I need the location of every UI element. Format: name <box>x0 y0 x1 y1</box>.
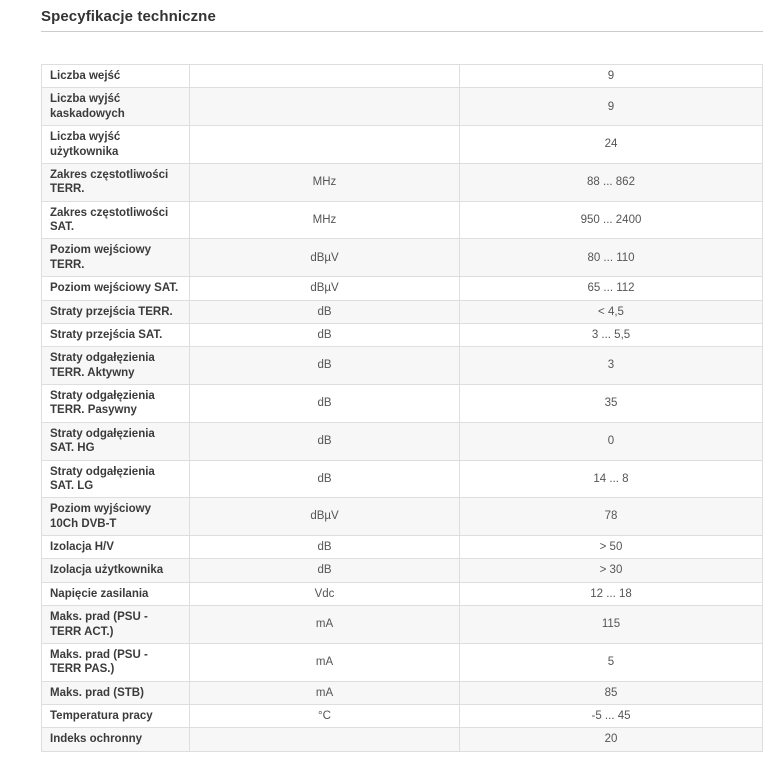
table-row <box>42 163 763 201</box>
spec-value-cell: > 30 <box>460 559 763 582</box>
spec-value-cell: 14 ... 8 <box>460 460 763 498</box>
table-row <box>42 201 763 239</box>
spec-unit-cell: Vdc <box>190 582 460 605</box>
spec-unit-cell: dBµV <box>190 239 460 277</box>
spec-value-cell: 20 <box>460 728 763 751</box>
spec-value-cell: -5 ... 45 <box>460 705 763 728</box>
spec-label-cell: Poziom wejściowy TERR. <box>42 239 190 277</box>
spec-unit-cell: dB <box>190 559 460 582</box>
spec-value-cell: 35 <box>460 385 763 423</box>
spec-label-cell: Straty odgałęzienia SAT. HG <box>42 422 190 460</box>
table-row <box>42 559 763 582</box>
spec-label-cell: Maks. prad (STB) <box>42 681 190 704</box>
spec-value-cell: 950 ... 2400 <box>460 201 763 239</box>
spec-unit-cell: dB <box>190 385 460 423</box>
spec-label-cell: Straty odgałęzienia TERR. Pasywny <box>42 385 190 423</box>
spec-label-cell: Liczba wejść <box>42 65 190 88</box>
spec-label-cell: Zakres częstotliwości SAT. <box>42 201 190 239</box>
spec-value-cell: 88 ... 862 <box>460 163 763 201</box>
spec-label-cell: Izolacja H/V <box>42 536 190 559</box>
spec-unit-cell: dBµV <box>190 277 460 300</box>
spec-unit-cell: dBµV <box>190 498 460 536</box>
spec-value-cell: 12 ... 18 <box>460 582 763 605</box>
spec-table-container <box>41 64 763 752</box>
spec-value-cell: 115 <box>460 606 763 644</box>
spec-unit-cell: mA <box>190 643 460 681</box>
spec-unit-cell: dB <box>190 422 460 460</box>
table-row <box>42 705 763 728</box>
spec-value-cell: > 50 <box>460 536 763 559</box>
table-row <box>42 277 763 300</box>
table-row <box>42 536 763 559</box>
spec-table-body <box>42 65 763 752</box>
spec-label-cell: Liczba wyjść użytkownika <box>42 126 190 164</box>
spec-label-cell: Izolacja użytkownika <box>42 559 190 582</box>
spec-value-cell: 3 ... 5,5 <box>460 323 763 346</box>
spec-section <box>41 0 763 752</box>
table-row <box>42 582 763 605</box>
spec-value-cell: 78 <box>460 498 763 536</box>
spec-unit-cell: mA <box>190 681 460 704</box>
spec-value-cell: 65 ... 112 <box>460 277 763 300</box>
spec-value-cell: 80 ... 110 <box>460 239 763 277</box>
spec-unit-cell: °C <box>190 705 460 728</box>
spec-label-cell: Straty przejścia SAT. <box>42 323 190 346</box>
spec-unit-cell <box>190 88 460 126</box>
table-row <box>42 65 763 88</box>
spec-unit-cell <box>190 126 460 164</box>
spec-label-cell: Temperatura pracy <box>42 705 190 728</box>
spec-unit-cell: dB <box>190 536 460 559</box>
spec-value-cell: 9 <box>460 88 763 126</box>
spec-label-cell: Indeks ochronny <box>42 728 190 751</box>
table-row <box>42 422 763 460</box>
spec-label-cell: Poziom wyjściowy 10Ch DVB-T <box>42 498 190 536</box>
spec-label-cell: Liczba wyjść kaskadowych <box>42 88 190 126</box>
spec-unit-cell: MHz <box>190 201 460 239</box>
spec-unit-cell: dB <box>190 460 460 498</box>
spec-label-cell: Zakres częstotliwości TERR. <box>42 163 190 201</box>
table-row <box>42 643 763 681</box>
spec-label-cell: Poziom wejściowy SAT. <box>42 277 190 300</box>
table-row <box>42 728 763 751</box>
table-row <box>42 323 763 346</box>
table-row <box>42 606 763 644</box>
table-row <box>42 347 763 385</box>
table-row <box>42 239 763 277</box>
spec-unit-cell: MHz <box>190 163 460 201</box>
spec-label-cell: Straty przejścia TERR. <box>42 300 190 323</box>
table-row <box>42 460 763 498</box>
spec-unit-cell: mA <box>190 606 460 644</box>
spec-value-cell: 24 <box>460 126 763 164</box>
spec-label-cell: Maks. prad (PSU - TERR PAS.) <box>42 643 190 681</box>
spec-value-cell: 85 <box>460 681 763 704</box>
spec-unit-cell: dB <box>190 347 460 385</box>
spec-label-cell: Straty odgałęzienia SAT. LG <box>42 460 190 498</box>
spec-table <box>41 64 763 752</box>
spec-value-cell: 0 <box>460 422 763 460</box>
table-row <box>42 88 763 126</box>
spec-unit-cell: dB <box>190 323 460 346</box>
spec-label-cell: Maks. prad (PSU - TERR ACT.) <box>42 606 190 644</box>
spec-value-cell: 3 <box>460 347 763 385</box>
spec-label-cell: Napięcie zasilania <box>42 582 190 605</box>
table-row <box>42 498 763 536</box>
table-row <box>42 126 763 164</box>
spec-unit-cell <box>190 65 460 88</box>
spec-unit-cell <box>190 728 460 751</box>
page-title: Specyfikacje techniczne <box>41 8 763 32</box>
spec-value-cell: 5 <box>460 643 763 681</box>
table-row <box>42 300 763 323</box>
spec-unit-cell: dB <box>190 300 460 323</box>
spec-value-cell: < 4,5 <box>460 300 763 323</box>
table-row <box>42 681 763 704</box>
table-row <box>42 385 763 423</box>
spec-label-cell: Straty odgałęzienia TERR. Aktywny <box>42 347 190 385</box>
spec-value-cell: 9 <box>460 65 763 88</box>
